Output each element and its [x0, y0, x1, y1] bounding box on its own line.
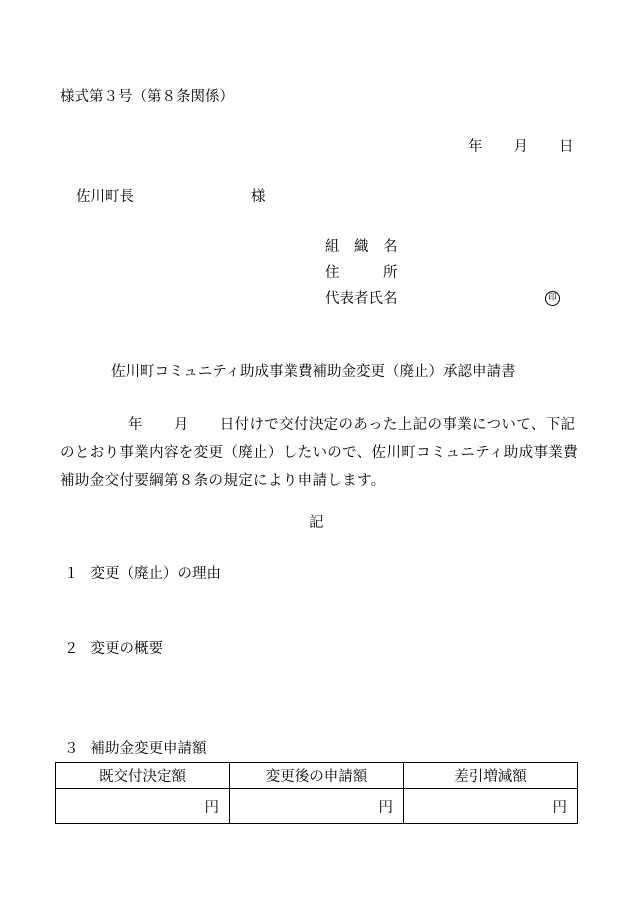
- section-label: 補助金変更申請額: [90, 741, 207, 757]
- existing-amount-cell[interactable]: 円: [56, 789, 230, 824]
- body-paragraph: [60, 411, 580, 495]
- revised-amount-cell[interactable]: 円: [230, 789, 404, 824]
- header-existing-amount: 既交付決定額: [56, 763, 230, 789]
- section-label: 変更（廃止）の理由: [90, 566, 221, 582]
- ki-heading: 記: [309, 515, 324, 531]
- addressee-name: 佐川町長: [76, 189, 134, 205]
- seal-mark: 印: [545, 291, 560, 306]
- address-label: 住 所: [325, 265, 398, 281]
- table-header-row: [56, 763, 578, 789]
- section-number: １: [64, 566, 79, 582]
- difference-cell[interactable]: 円: [404, 789, 578, 824]
- body-month-label: 月: [173, 417, 189, 433]
- addressee-honorific: 様: [251, 189, 266, 205]
- date-month-label: 月: [513, 139, 528, 155]
- section-3: [64, 742, 207, 757]
- date-line: [468, 140, 574, 155]
- section-number: ２: [64, 641, 79, 657]
- representative-label: 代表者氏名: [325, 291, 398, 307]
- section-2: [64, 642, 163, 657]
- document-title: 佐川町コミュニティ助成事業費補助金変更（廃止）承認申請書: [111, 364, 516, 380]
- body-year-label: 年: [128, 417, 143, 433]
- section-label: 変更の概要: [90, 641, 163, 657]
- form-number: 様式第３号（第８条関係）: [60, 89, 234, 105]
- date-day-label: 日: [559, 139, 574, 155]
- table-value-row: [56, 789, 578, 824]
- header-difference: 差引増減額: [404, 763, 578, 789]
- header-revised-amount: 変更後の申請額: [230, 763, 404, 789]
- organization-label: 組 織 名: [325, 239, 398, 255]
- date-year-label: 年: [468, 139, 483, 155]
- amount-table: [55, 762, 578, 824]
- section-number: ３: [64, 741, 79, 757]
- body-text: 日付けで交付決定のあった上記の事業について、下記のとおり事業内容を変更（廃止）したいので、佐川町コミュニティ助成事業費補助金交付要綱第８条の規定により申請します。: [60, 417, 579, 489]
- section-1: [64, 567, 221, 582]
